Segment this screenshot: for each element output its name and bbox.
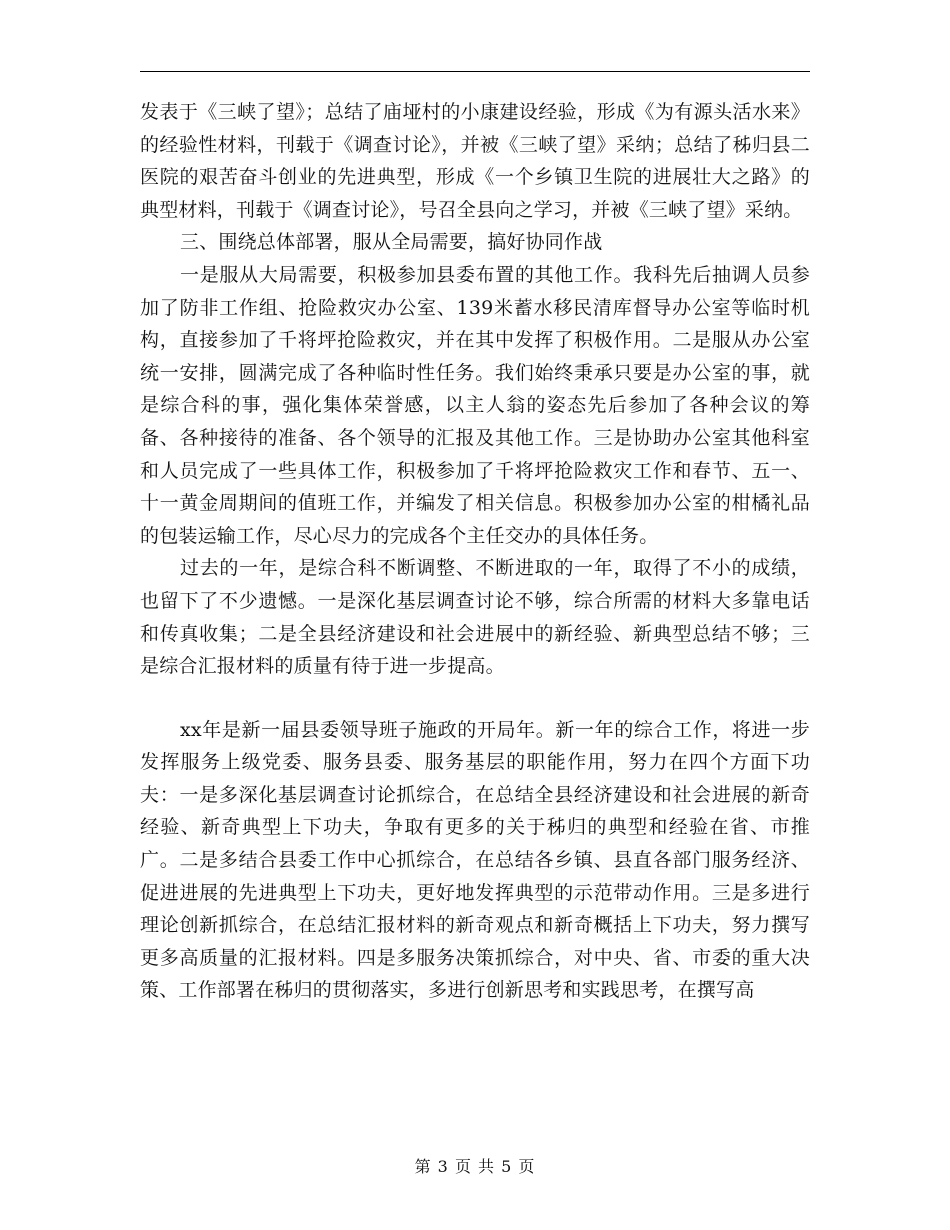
paragraph-4: 过去的一年，是综合科不断调整、不断进取的一年，取得了不小的成绩，也留下了不少遗憾。一是深化基层调查讨论不够，综合所需的材料大多靠电话和传真收集；二是全县经济建设和社会进展中的新经验、新典型总结不够；三是综合汇报材料的质量有待于进一步提高。: [140, 557, 810, 678]
paragraph-gap: [140, 683, 810, 714]
page-number-footer: 第 3 页 共 5 页: [414, 1157, 536, 1176]
paragraph-5: xx年是新一届县委领导班子施政的开局年。新一年的综合工作，将进一步发挥服务上级党委、服务县委、服务基层的职能作用，努力在四个方面下功夫：一是多深化基层调查讨论抓综合，在总结全县经济建设和社会进展的新奇经验、新奇典型上下功夫，争取有更多的关于秭归的典型和经验在省、市推广。二是多结合县委工作中心抓综合，在总结各乡镇、县直各部门服务经济、促进进展的先进典型上下功夫，更好地发挥典型的示范带动作用。三是多进行理论创新抓综合，在总结汇报材料的新奇观点和新奇概括上下功夫，努力撰写更多高质量的汇报材料。四是多服务决策抓综合，对中央、省、市委的重大决策、工作部署在秭归的贯彻落实，多进行创新思考和实践思考，在撰写高: [140, 718, 810, 1002]
section-heading-3: 三、围绕总体部署，服从全局需要，搞好协同作战: [180, 231, 603, 254]
paragraph-3: 一是服从大局需要，积极参加县委布置的其他工作。我科先后抽调人员参加了防非工作组、抢险救灾办公室、139米蓄水移民清库督导办公室等临时机构，直接参加了千将坪抢险救灾，并在其中发挥了积极作用。二是服从办公室统一安排，圆满完成了各种临时性任务。我们始终秉承只要是办公室的事，就是综合科的事，强化集体荣誉感，以主人翁的姿态先后参加了各种会议的筹备、各种接待的准备、各个领导的汇报及其他工作。三是协助办公室其他科室和人员完成了一些具体工作，积极参加了千将坪抢险救灾工作和春节、五一、十一黄金周期间的值班工作，并编发了相关信息。积极参加办公室的柑橘礼品的包装运输工作，尽心尽力的完成各个主任交办的具体任务。: [140, 263, 810, 547]
document-body: [140, 96, 810, 1007]
header-rule: [140, 71, 810, 72]
paragraph-1: 发表于《三峡了望》；总结了庙垭村的小康建设经验，形成《为有源头活水来》的经验性材料，刊载于《调查讨论》，并被《三峡了望》采纳；总结了秭归县二医院的艰苦奋斗创业的先进典型，形成《一个乡镇卫生院的进展壮大之路》的典型材料，刊载于《调查讨论》，号召全县向之学习，并被《三峡了望》采纳。: [140, 101, 810, 221]
